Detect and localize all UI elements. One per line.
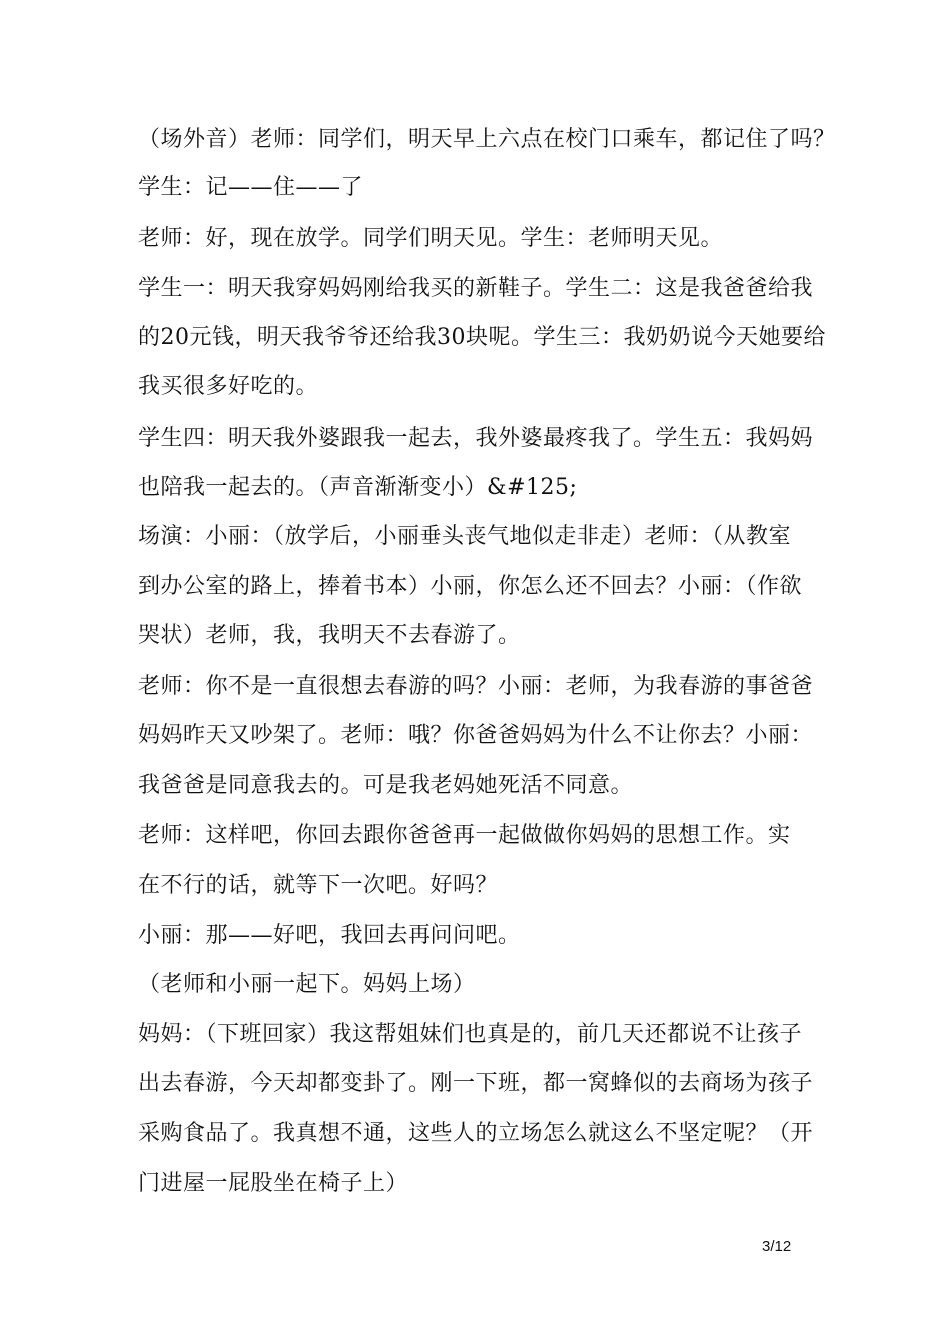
- page-number: 3/12: [762, 1238, 792, 1255]
- text-line: 老师：你不是一直很想去春游的吗？小丽：老师，为我春游的事爸爸: [138, 674, 814, 699]
- text-line: 学生四：明天我外婆跟我一起去，我外婆最疼我了。学生五：我妈妈: [138, 426, 814, 451]
- text-line: 老师：好，现在放学。同学们明天见。学生：老师明天见。: [138, 226, 724, 251]
- text-line: 的20元钱，明天我爷爷还给我30块呢。学生三：我奶奶说今天她要给: [138, 325, 826, 350]
- text-line: （场外音）老师：同学们，明天早上六点在校门口乘车，都记住了吗？: [138, 127, 836, 152]
- text-line: 在不行的话，就等下一次吧。好吗？: [138, 873, 499, 898]
- text-line: 门进屋一屁股坐在椅子上）: [138, 1171, 409, 1196]
- text-line: 学生：记——住——了: [138, 175, 364, 200]
- text-line: 出去春游，今天却都变卦了。刚一下班，都一窝蜂似的去商场为孩子: [138, 1071, 814, 1096]
- text-line: 老师：这样吧，你回去跟你爸爸再一起做做你妈妈的思想工作。实: [138, 823, 791, 848]
- text-line: 采购食品了。我真想不通，这些人的立场怎么就这么不坚定呢？（开: [138, 1121, 814, 1146]
- text-line: 小丽：那——好吧，我回去再问问吧。: [138, 923, 521, 948]
- text-line: 也陪我一起去的。（声音渐渐变小）&#125;: [138, 475, 578, 500]
- text-line: 我爸爸是同意我去的。可是我老妈她死活不同意。: [138, 773, 634, 798]
- text-line: 妈妈：（下班回家）我这帮姐妹们也真是的，前几天还都说不让孩子: [138, 1022, 803, 1047]
- text-line: 哭状）老师，我，我明天不去春游了。: [138, 623, 521, 648]
- text-line: 场演：小丽：（放学后，小丽垂头丧气地似走非走）老师：（从教室: [138, 524, 792, 549]
- text-line: 到办公室的路上，捧着书本）小丽，你怎么还不回去？小丽：（作欲: [138, 574, 803, 599]
- text-line: 学生一：明天我穿妈妈刚给我买的新鞋子。学生二：这是我爸爸给我: [138, 276, 814, 301]
- text-line: 我买很多好吃的。: [138, 374, 319, 399]
- text-line: （老师和小丽一起下。妈妈上场）: [138, 972, 476, 997]
- text-line: 妈妈昨天又吵架了。老师：哦？你爸爸妈妈为什么不让你去？小丽：: [138, 723, 814, 748]
